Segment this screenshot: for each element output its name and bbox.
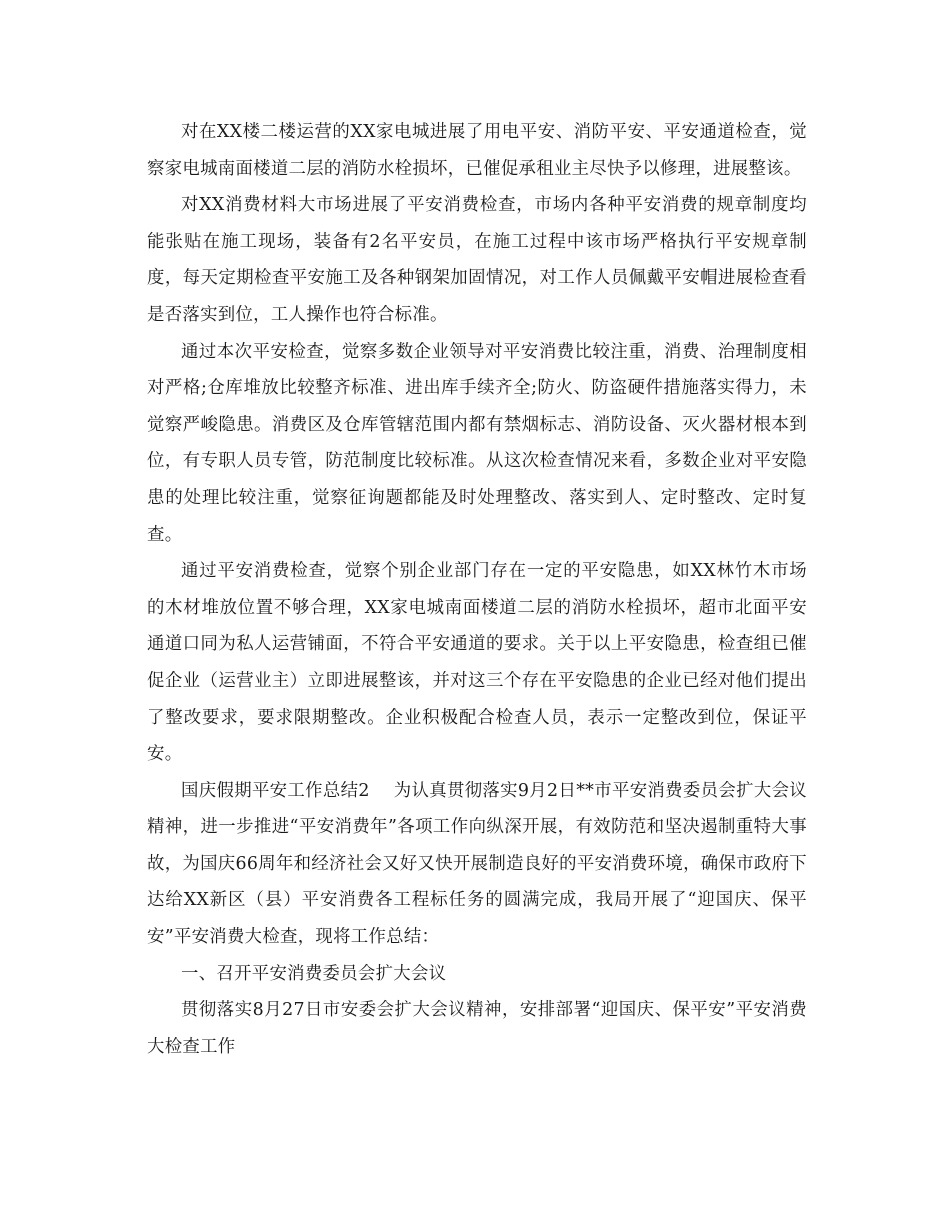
section-heading: 一、召开平安消费委员会扩大会议 (181, 963, 447, 984)
document-body (147, 114, 807, 1065)
paragraph-appliance-city-inspection: 对在XX楼二楼运营的XX家电城进展了用电平安、消防平安、平安通道检查，觉察家电城南面楼道二层的消防水栓损坏，已催促承租业主尽快予以修理，进展整该。 (147, 122, 807, 179)
paragraph-holiday-summary-intro (147, 773, 807, 956)
summary-heading: 国庆假期平安工作总结2 (181, 780, 370, 801)
paragraph-section-text: 贯彻落实8月27日市安委会扩大会议精神，安排部署“迎国庆、保平安”平安消费大检查工作 (147, 1000, 807, 1057)
paragraph-inspection-findings: 通过本次平安检查，觉察多数企业领导对平安消费比较注重，消费、治理制度相对严格;仓库堆放比较整齐标准、进出库手续齐全;防火、防盗硬件措施落实得力，未觉察严峻隐患。消费区及仓库管辖范围内都有禁烟标志、消防设备、灭火器材根本到位，有专职人员专管，防范制度比较标准。从这次检查情况来看，多数企业对平安隐患的处理比较注重，觉察征询题都能及时处理整改、落实到人、定时整改、定时复查。 (147, 341, 807, 545)
summary-intro-text: 为认真贯彻落实9月2日**市平安消费委员会扩大会议精神，进一步推进“平安消费年”各项工作向纵深开展，有效防范和坚决遏制重特大事故，为国庆66周年和经济社会又好又快开展制造良好的平安消费环境，确保市政府下达给XX新区（县）平安消费各工程标任务的圆满完成，我局开展了“迎国庆、保平安”平安消费大检查，现将工作总结： (147, 780, 807, 948)
paragraph-materials-market-inspection: 对XX消费材料大市场进展了平安消费检查，市场内各种平安消费的规章制度均能张贴在施工现场，装备有2名平安员，在施工过程中该市场严格执行平安规章制度，每天定期检查平安施工及各种钢架加固情况，对工作人员佩戴平安帽进展检查看是否落实到位，工人操作也符合标准。 (147, 195, 807, 325)
paragraph-hazard-rectification: 通过平安消费检查，觉察个别企业部门存在一定的平安隐患，如XX林竹木市场的木材堆放位置不够合理，XX家电城南面楼道二层的消防水栓损坏，超市北面平安通道口同为私人运营铺面，不符合平安通道的要求。关于以上平安隐患，检查组已催促企业（运营业主）立即进展整该，并对这三个存在平安隐患的企业已经对他们提出了整改要求，要求限期整改。企业积极配合检查人员，表示一定整改到位，保证平安。 (147, 561, 807, 765)
